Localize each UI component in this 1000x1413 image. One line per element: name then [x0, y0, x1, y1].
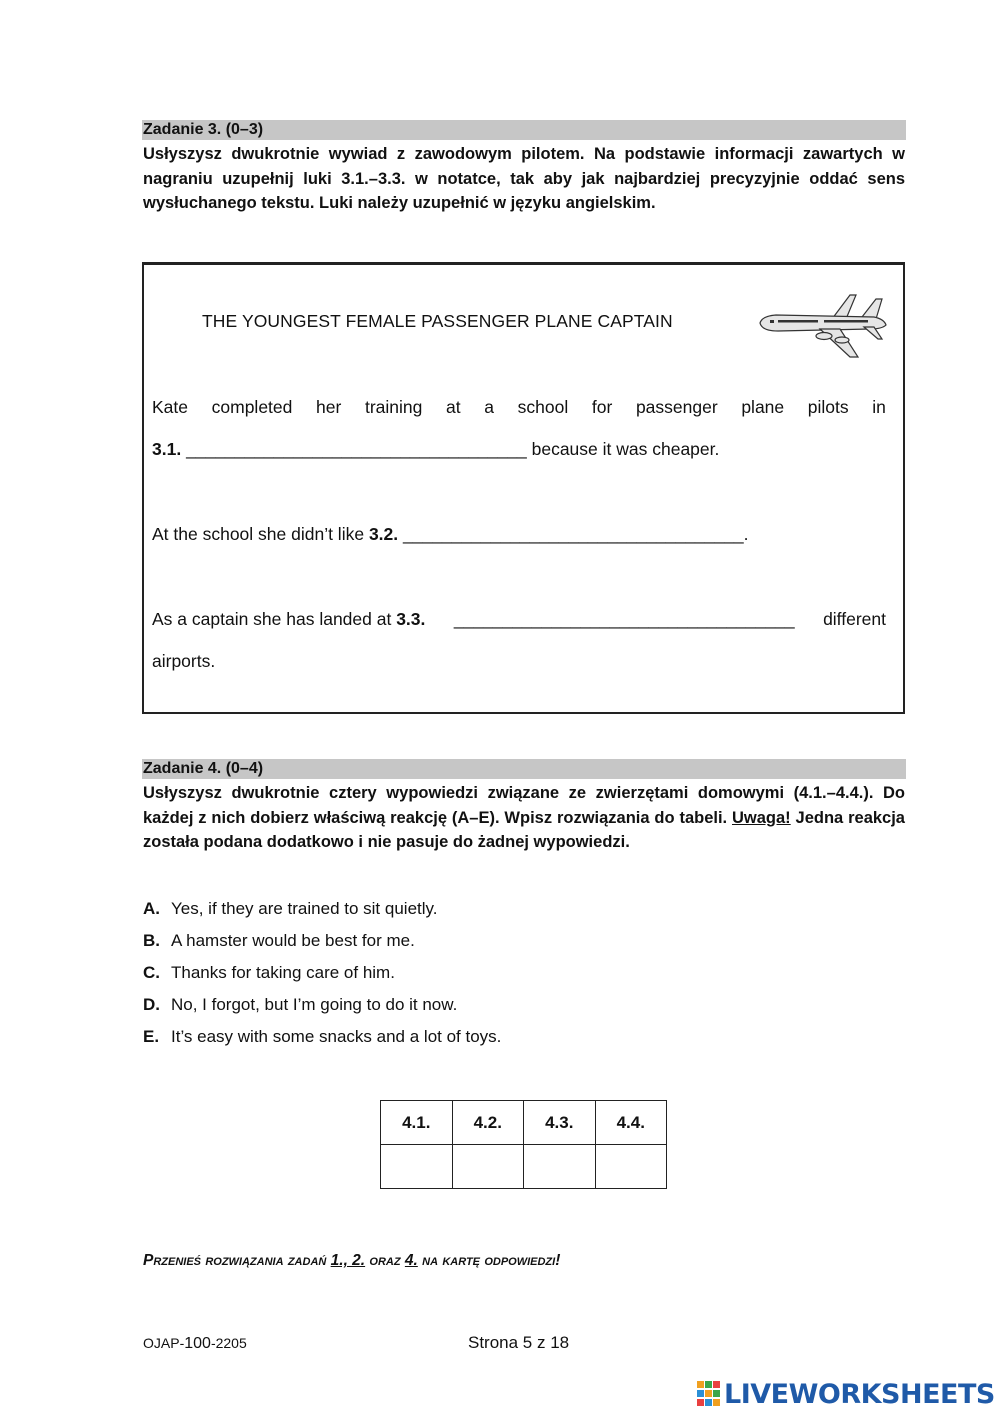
- note-word: Kate: [152, 397, 188, 417]
- gap1-label: 3.1.: [152, 439, 182, 459]
- answer-header-4-1: 4.1.: [381, 1101, 453, 1145]
- note-box: [142, 262, 905, 714]
- option-letter: B.: [143, 931, 160, 950]
- gap2-blank[interactable]: ___________________________________.: [403, 524, 749, 544]
- option-text: Yes, if they are trained to sit quietly.: [171, 899, 438, 918]
- note-line-1: [152, 396, 886, 418]
- note-word: school: [517, 397, 569, 417]
- note-line-gap3: [152, 608, 886, 630]
- exam-code-suffix: -2205: [210, 1335, 247, 1351]
- page-number: Strona 5 z 18: [468, 1333, 570, 1352]
- task4-header: Zadanie 4. (0–4): [142, 759, 906, 779]
- gap3-before: As a captain she has landed at: [152, 609, 397, 629]
- option-a: [143, 898, 437, 920]
- answer-cell-4-3[interactable]: [524, 1145, 596, 1189]
- note-word: at: [446, 397, 461, 417]
- task4-warning-label: Uwaga!: [732, 808, 791, 827]
- option-letter: D.: [143, 995, 160, 1014]
- note-word: pilots: [807, 397, 849, 417]
- task4-instruction-main: Usłyszysz dwukrotnie cztery wypowiedzi związane ze zwierzętami domowymi (4.1.–4.4.). Do każdej z nich dobierz właściwą reakcję (A–E). Wpisz rozwiązania do tabeli.: [143, 784, 905, 827]
- option-letter: A.: [143, 899, 160, 918]
- task4-instruction: [143, 781, 905, 855]
- option-letter: E.: [143, 1027, 160, 1046]
- transfer-part5: na kartę odpowiedzi!: [417, 1252, 561, 1269]
- note-line-gap2: [152, 523, 886, 545]
- answer-table: [380, 1100, 667, 1189]
- transfer-note: [143, 1252, 560, 1270]
- note-word: her: [316, 397, 342, 417]
- option-text: Thanks for taking care of him.: [171, 963, 395, 982]
- gap2-before: At the school she didn’t like: [152, 524, 369, 544]
- transfer-part4: 4.: [404, 1252, 418, 1269]
- answer-header-4-2: 4.2.: [452, 1101, 524, 1145]
- answer-cell-4-1[interactable]: [381, 1145, 453, 1189]
- exam-code-mid: 100: [184, 1335, 211, 1352]
- answer-header-4-3: 4.3.: [524, 1101, 596, 1145]
- note-word: training: [364, 397, 423, 417]
- option-e: [143, 1026, 501, 1048]
- note-word: for: [591, 397, 613, 417]
- transfer-part3: oraz: [365, 1252, 405, 1269]
- gap1-after: because it was cheaper.: [531, 439, 720, 459]
- gap2-label: 3.2.: [368, 524, 399, 544]
- task4-warning-text: Jedna reakcja została podana dodatkowo i nie pasuje do żadnej wypowiedzi.: [143, 808, 905, 851]
- gap3-label: 3.3.: [396, 609, 426, 629]
- note-word: plane: [741, 397, 785, 417]
- note-word: in: [872, 397, 886, 417]
- liveworksheets-logo[interactable]: [697, 1378, 995, 1410]
- task3-header: Zadanie 3. (0–3): [142, 120, 906, 140]
- note-word: passenger: [635, 397, 718, 417]
- gap1-blank[interactable]: ___________________________________: [186, 439, 527, 459]
- option-text: A hamster would be best for me.: [171, 931, 415, 950]
- option-d: [143, 994, 457, 1016]
- note-word: a: [484, 397, 494, 417]
- exam-code-prefix: OJAP-: [143, 1335, 185, 1351]
- note-line-gap1: [152, 438, 886, 460]
- option-c: [143, 962, 395, 984]
- gap3-blank[interactable]: ___________________________________: [453, 609, 795, 629]
- answer-header-4-4: 4.4.: [595, 1101, 667, 1145]
- answer-cell-4-4[interactable]: [595, 1145, 667, 1189]
- exam-code: [143, 1335, 247, 1353]
- transfer-part2: 1., 2.: [330, 1252, 366, 1269]
- airplane-icon: [754, 289, 889, 364]
- gap3-after: different: [823, 609, 886, 629]
- liveworksheets-text: LIVEWORKSHEETS: [724, 1378, 995, 1410]
- task3-instruction: Usłyszysz dwukrotnie wywiad z zawodowym pilotem. Na podstawie informacji zawartych w nagraniu uzupełnij luki 3.1.–3.3. w notatce, tak aby jak najbardziej precyzyjnie oddać sens wysłuchanego tekstu. Luki należy uzupełnić w języku angielskim.: [143, 145, 905, 212]
- transfer-part1: Przenieś rozwiązania zadań: [143, 1252, 331, 1269]
- note-title: THE YOUNGEST FEMALE PASSENGER PLANE CAPTAIN: [202, 311, 673, 331]
- note-line-4: airports.: [152, 651, 216, 671]
- liveworksheets-grid-icon: [697, 1381, 721, 1407]
- note-word: completed: [211, 397, 293, 417]
- option-text: No, I forgot, but I’m going to do it now.: [171, 995, 458, 1014]
- option-text: It’s easy with some snacks and a lot of toys.: [171, 1027, 502, 1046]
- answer-cell-4-2[interactable]: [452, 1145, 524, 1189]
- option-letter: C.: [143, 963, 160, 982]
- option-b: [143, 930, 415, 952]
